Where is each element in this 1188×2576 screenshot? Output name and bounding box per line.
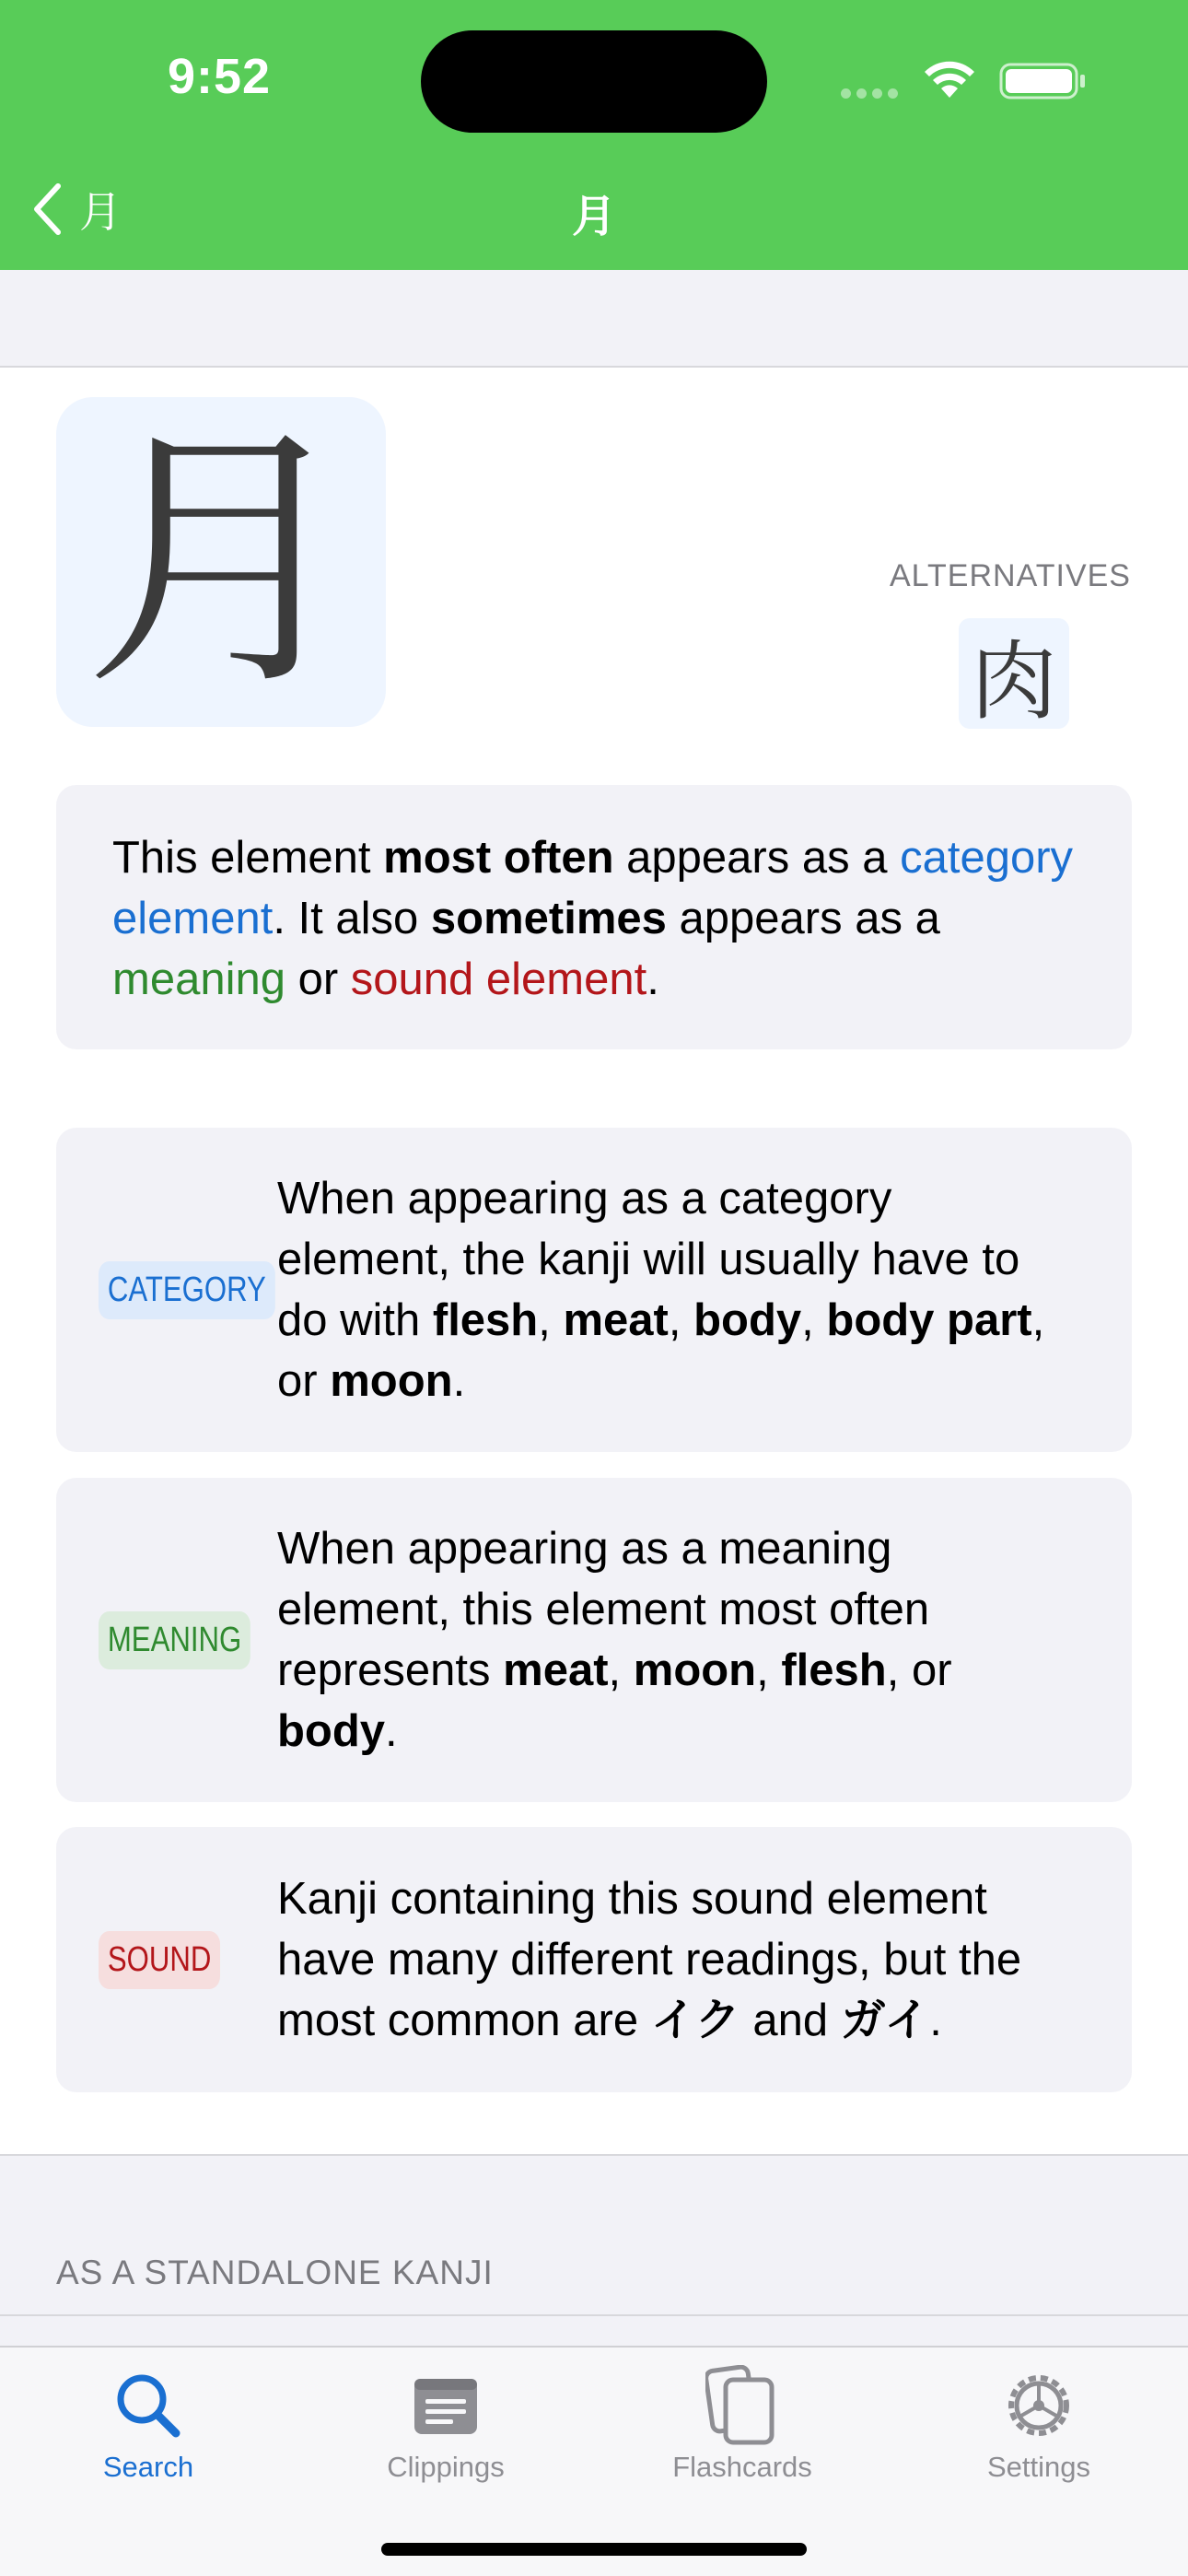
- divider: [0, 2314, 1188, 2316]
- tab-bar: [0, 2346, 1188, 2576]
- dynamic-island: [421, 30, 767, 133]
- home-indicator: [381, 2543, 807, 2556]
- gear-icon: [1002, 2369, 1076, 2442]
- tab-search[interactable]: [56, 2366, 240, 2484]
- cellular-signal-icon: [841, 87, 903, 103]
- summary-text: This element most often appears as a category element. It also sometimes appears as a meaning or sound element.: [112, 833, 1074, 1004]
- sound-description: Kanji containing this sound element have many different readings, but the most common are イク and ガイ.: [277, 1874, 1022, 2045]
- tab-label: Search: [102, 2451, 194, 2483]
- sound-badge: SOUND: [99, 1931, 220, 1989]
- search-icon: [111, 2369, 185, 2442]
- meaning-card: [56, 1478, 1132, 1802]
- category-card: [56, 1128, 1132, 1452]
- summary-card: [56, 785, 1132, 1049]
- alternatives-label: ALTERNATIVES: [889, 558, 1131, 593]
- top-spacer: [0, 270, 1188, 368]
- tab-label: Settings: [986, 2451, 1090, 2483]
- clippings-icon: [411, 2373, 481, 2438]
- alternative-kanji-button[interactable]: 肉: [959, 618, 1069, 729]
- category-badge: CATEGORY: [99, 1261, 275, 1319]
- meaning-description: When appearing as a meaning element, this element most often represents meat, moon, flesh, or body.: [277, 1524, 952, 1756]
- sound-element-link[interactable]: sound element: [350, 954, 647, 1004]
- navigation-header: [0, 0, 1188, 270]
- meaning-link[interactable]: meaning: [112, 954, 285, 1004]
- back-label: 月: [79, 188, 122, 236]
- tab-settings[interactable]: [947, 2366, 1131, 2484]
- battery-icon: [999, 63, 1088, 100]
- page-title: 月: [571, 193, 616, 241]
- status-time: 9:52: [168, 49, 272, 104]
- tab-clippings[interactable]: [354, 2366, 538, 2484]
- tab-flashcards[interactable]: [650, 2366, 834, 2484]
- sound-card: [56, 1827, 1132, 2092]
- tab-label: Clippings: [387, 2451, 505, 2483]
- meaning-badge: MEANING: [99, 1611, 250, 1669]
- category-description: When appearing as a category element, the kanji will usually have to do with flesh, meat, body, body part, or moon.: [277, 1174, 1045, 1406]
- wifi-icon: [921, 61, 978, 101]
- tab-label: Flashcards: [672, 2451, 812, 2483]
- element-kanji: 月: [56, 397, 386, 727]
- flashcards-icon: [705, 2365, 779, 2446]
- section-header-standalone: AS A STANDALONE KANJI: [56, 2254, 494, 2291]
- category-element-link[interactable]: category element: [112, 833, 1074, 943]
